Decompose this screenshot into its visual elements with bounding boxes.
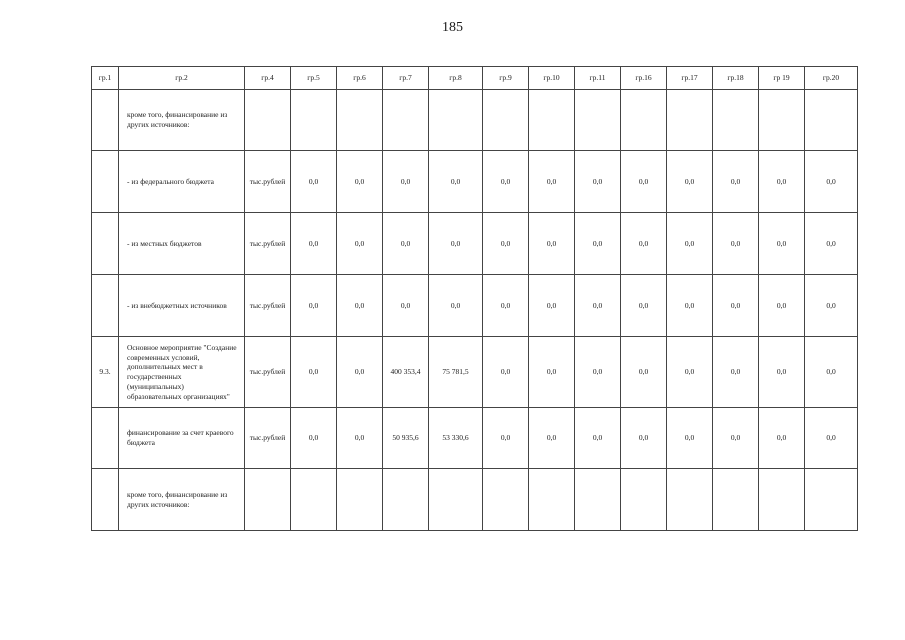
value-cell: 0,0 bbox=[667, 275, 713, 337]
value-cell: 0,0 bbox=[337, 213, 383, 275]
column-header: гр 19 bbox=[759, 67, 805, 90]
value-cell bbox=[291, 90, 337, 151]
table-row bbox=[92, 408, 858, 469]
value-cell: 0,0 bbox=[667, 408, 713, 469]
value-cell: 0,0 bbox=[713, 275, 759, 337]
value-cell: 0,0 bbox=[575, 408, 621, 469]
column-header: гр.8 bbox=[429, 67, 483, 90]
value-cell: 0,0 bbox=[713, 337, 759, 408]
table-row bbox=[92, 151, 858, 213]
table-row bbox=[92, 337, 858, 408]
value-cell bbox=[667, 90, 713, 151]
row-name: - из федерального бюджета bbox=[119, 151, 245, 213]
row-unit: тыс.рублей bbox=[245, 213, 291, 275]
row-unit: тыс.рублей bbox=[245, 408, 291, 469]
value-cell: 0,0 bbox=[667, 213, 713, 275]
value-cell bbox=[575, 90, 621, 151]
value-cell: 0,0 bbox=[759, 151, 805, 213]
value-cell bbox=[713, 469, 759, 531]
column-header: гр.4 bbox=[245, 67, 291, 90]
column-header: гр.18 bbox=[713, 67, 759, 90]
value-cell: 53 330,6 bbox=[429, 408, 483, 469]
value-cell bbox=[429, 469, 483, 531]
value-cell: 0,0 bbox=[291, 213, 337, 275]
value-cell: 0,0 bbox=[529, 408, 575, 469]
row-number bbox=[92, 469, 119, 531]
column-header: гр.5 bbox=[291, 67, 337, 90]
value-cell: 400 353,4 bbox=[383, 337, 429, 408]
page-number: 185 bbox=[442, 20, 463, 35]
value-cell bbox=[621, 90, 667, 151]
value-cell: 0,0 bbox=[529, 337, 575, 408]
value-cell: 0,0 bbox=[667, 337, 713, 408]
value-cell: 0,0 bbox=[483, 275, 529, 337]
value-cell: 0,0 bbox=[529, 275, 575, 337]
value-cell bbox=[291, 469, 337, 531]
row-name: - из внебюджетных источников bbox=[119, 275, 245, 337]
value-cell: 0,0 bbox=[621, 213, 667, 275]
value-cell bbox=[759, 90, 805, 151]
value-cell: 0,0 bbox=[291, 275, 337, 337]
value-cell: 0,0 bbox=[575, 213, 621, 275]
table-row bbox=[92, 90, 858, 151]
row-unit bbox=[245, 469, 291, 531]
value-cell bbox=[529, 90, 575, 151]
value-cell: 0,0 bbox=[383, 151, 429, 213]
value-cell bbox=[483, 469, 529, 531]
row-name: - из местных бюджетов bbox=[119, 213, 245, 275]
row-name: кроме того, финансирование из других источников: bbox=[119, 90, 245, 151]
value-cell: 0,0 bbox=[621, 408, 667, 469]
value-cell: 0,0 bbox=[337, 275, 383, 337]
value-cell bbox=[337, 469, 383, 531]
value-cell bbox=[805, 90, 858, 151]
value-cell: 0,0 bbox=[713, 213, 759, 275]
value-cell: 0,0 bbox=[337, 408, 383, 469]
value-cell: 0,0 bbox=[805, 337, 858, 408]
value-cell: 0,0 bbox=[575, 337, 621, 408]
column-header: гр.2 bbox=[119, 67, 245, 90]
value-cell: 0,0 bbox=[621, 151, 667, 213]
value-cell: 0,0 bbox=[713, 408, 759, 469]
column-header: гр.10 bbox=[529, 67, 575, 90]
table-header-row bbox=[92, 67, 858, 90]
row-number: 9.3. bbox=[92, 337, 119, 408]
row-unit: тыс.рублей bbox=[245, 337, 291, 408]
value-cell: 0,0 bbox=[759, 275, 805, 337]
row-number bbox=[92, 213, 119, 275]
value-cell: 0,0 bbox=[759, 213, 805, 275]
value-cell: 0,0 bbox=[429, 151, 483, 213]
column-header: гр.7 bbox=[383, 67, 429, 90]
column-header: гр.16 bbox=[621, 67, 667, 90]
column-header: гр.1 bbox=[92, 67, 119, 90]
value-cell: 0,0 bbox=[759, 337, 805, 408]
value-cell: 50 935,6 bbox=[383, 408, 429, 469]
value-cell: 0,0 bbox=[429, 275, 483, 337]
value-cell bbox=[713, 90, 759, 151]
value-cell: 0,0 bbox=[759, 408, 805, 469]
row-number bbox=[92, 408, 119, 469]
table-row bbox=[92, 275, 858, 337]
row-unit: тыс.рублей bbox=[245, 151, 291, 213]
value-cell: 0,0 bbox=[575, 275, 621, 337]
row-unit bbox=[245, 90, 291, 151]
value-cell: 0,0 bbox=[805, 213, 858, 275]
value-cell: 0,0 bbox=[291, 408, 337, 469]
value-cell: 0,0 bbox=[805, 275, 858, 337]
value-cell bbox=[483, 90, 529, 151]
value-cell bbox=[805, 469, 858, 531]
value-cell: 0,0 bbox=[713, 151, 759, 213]
row-number bbox=[92, 90, 119, 151]
row-name: кроме того, финансирование из других источников: bbox=[119, 469, 245, 531]
column-header: гр.17 bbox=[667, 67, 713, 90]
column-header: гр.9 bbox=[483, 67, 529, 90]
value-cell: 0,0 bbox=[483, 408, 529, 469]
column-header: гр.6 bbox=[337, 67, 383, 90]
value-cell: 0,0 bbox=[291, 151, 337, 213]
value-cell bbox=[429, 90, 483, 151]
budget-table bbox=[91, 66, 858, 531]
value-cell: 0,0 bbox=[383, 213, 429, 275]
value-cell bbox=[383, 90, 429, 151]
column-header: гр.20 bbox=[805, 67, 858, 90]
table-row bbox=[92, 213, 858, 275]
value-cell: 0,0 bbox=[805, 408, 858, 469]
value-cell: 0,0 bbox=[529, 213, 575, 275]
value-cell: 0,0 bbox=[483, 151, 529, 213]
value-cell: 0,0 bbox=[621, 337, 667, 408]
value-cell: 0,0 bbox=[337, 151, 383, 213]
value-cell: 0,0 bbox=[529, 151, 575, 213]
row-name: финансирование за счет краевого бюджета bbox=[119, 408, 245, 469]
value-cell bbox=[575, 469, 621, 531]
row-unit: тыс.рублей bbox=[245, 275, 291, 337]
value-cell: 0,0 bbox=[483, 337, 529, 408]
row-number bbox=[92, 275, 119, 337]
value-cell: 0,0 bbox=[383, 275, 429, 337]
value-cell bbox=[383, 469, 429, 531]
value-cell: 0,0 bbox=[429, 213, 483, 275]
value-cell: 0,0 bbox=[337, 337, 383, 408]
value-cell: 0,0 bbox=[483, 213, 529, 275]
value-cell bbox=[529, 469, 575, 531]
value-cell: 0,0 bbox=[575, 151, 621, 213]
column-header: гр.11 bbox=[575, 67, 621, 90]
value-cell bbox=[667, 469, 713, 531]
value-cell: 0,0 bbox=[621, 275, 667, 337]
value-cell bbox=[337, 90, 383, 151]
value-cell: 75 781,5 bbox=[429, 337, 483, 408]
value-cell: 0,0 bbox=[805, 151, 858, 213]
value-cell: 0,0 bbox=[291, 337, 337, 408]
value-cell: 0,0 bbox=[667, 151, 713, 213]
row-number bbox=[92, 151, 119, 213]
table-row bbox=[92, 469, 858, 531]
value-cell bbox=[621, 469, 667, 531]
row-name: Основное мероприятие "Создание современных условий, дополнительных мест в государственных (муниципальных) образовательных организациях" bbox=[119, 337, 245, 408]
value-cell bbox=[759, 469, 805, 531]
